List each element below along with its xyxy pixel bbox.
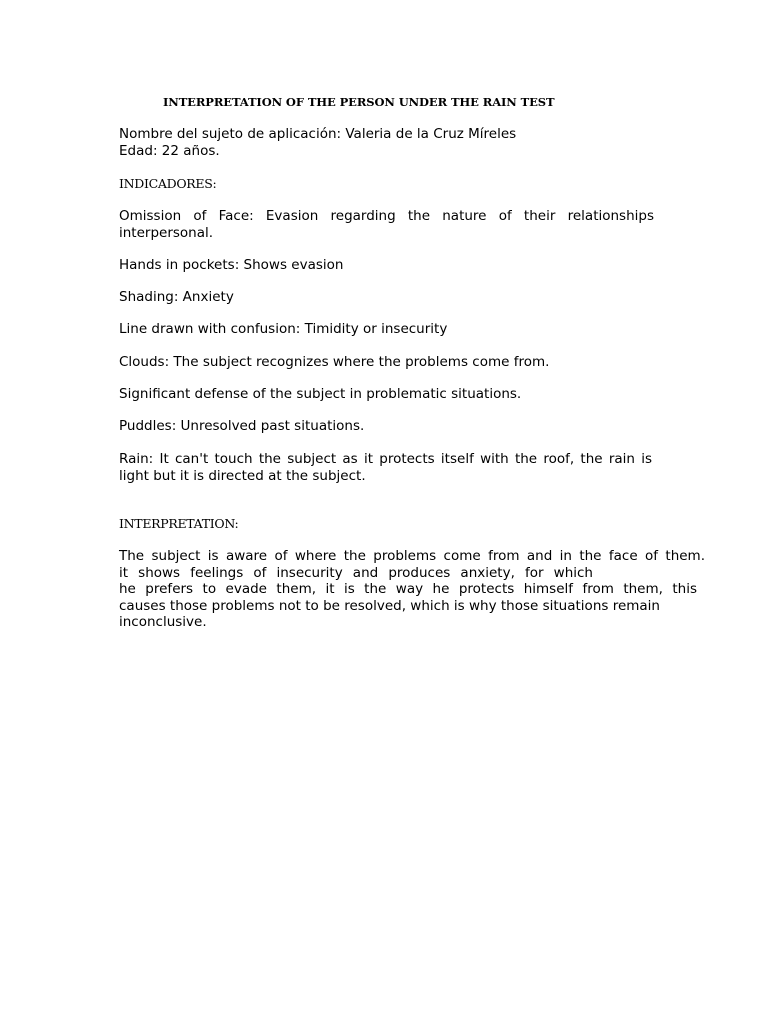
indicator-face-line-1: Omission of Face: Evasion regarding the nature of their relationships bbox=[119, 208, 654, 224]
indicator-hands-text: Hands in pockets: Shows evasion bbox=[119, 257, 344, 273]
indicator-rain-line-1: Rain: It can't touch the subject as it protects itself with the roof, the rain is bbox=[119, 451, 652, 467]
indicator-omission-of-face bbox=[119, 208, 654, 241]
indicator-line-drawn bbox=[119, 321, 447, 338]
interpretation-line-4: causes those problems not to be resolved, which is why those situations remain bbox=[119, 597, 660, 614]
indicator-shading-text: Shading: Anxiety bbox=[119, 289, 234, 305]
indicator-clouds-text: Clouds: The subject recognizes where the problems come from. bbox=[119, 354, 550, 370]
indicator-rain bbox=[119, 451, 652, 484]
subject-info bbox=[119, 126, 516, 159]
subject-name-line: Nombre del sujeto de aplicación: Valeria de la Cruz Míreles bbox=[119, 126, 517, 142]
document-title: INTERPRETATION OF THE PERSON UNDER THE RAIN TEST bbox=[163, 95, 555, 109]
indicator-defense bbox=[119, 386, 521, 403]
indicator-line-drawn-text: Line drawn with confusion: Timidity or insecurity bbox=[119, 321, 448, 337]
interpretation-line-3: he prefers to evade them, it is the way he protects himself from them, this bbox=[119, 581, 697, 597]
indicator-defense-text: Significant defense of the subject in problematic situations. bbox=[119, 386, 522, 402]
indicator-puddles bbox=[119, 418, 364, 435]
interpretation-line-2: it shows feelings of insecurity and produces anxiety, for which bbox=[119, 564, 593, 581]
indicator-shading bbox=[119, 289, 234, 306]
indicator-hands-in-pockets bbox=[119, 257, 343, 274]
subject-age-line: Edad: 22 años. bbox=[119, 142, 220, 159]
interpretation-line-5: inconclusive. bbox=[119, 614, 207, 630]
interpretation-line-1: The subject is aware of where the problems come from and in the face of them. bbox=[119, 548, 705, 564]
interpretation-paragraph bbox=[119, 548, 705, 631]
indicator-rain-line-2: light but it is directed at the subject. bbox=[119, 467, 366, 484]
indicator-puddles-text: Puddles: Unresolved past situations. bbox=[119, 418, 365, 434]
interpretation-heading: INTERPRETATION: bbox=[119, 516, 239, 531]
indicator-face-line-2: interpersonal. bbox=[119, 224, 214, 241]
indicator-clouds bbox=[119, 354, 549, 371]
indicators-heading: INDICADORES: bbox=[119, 176, 217, 191]
